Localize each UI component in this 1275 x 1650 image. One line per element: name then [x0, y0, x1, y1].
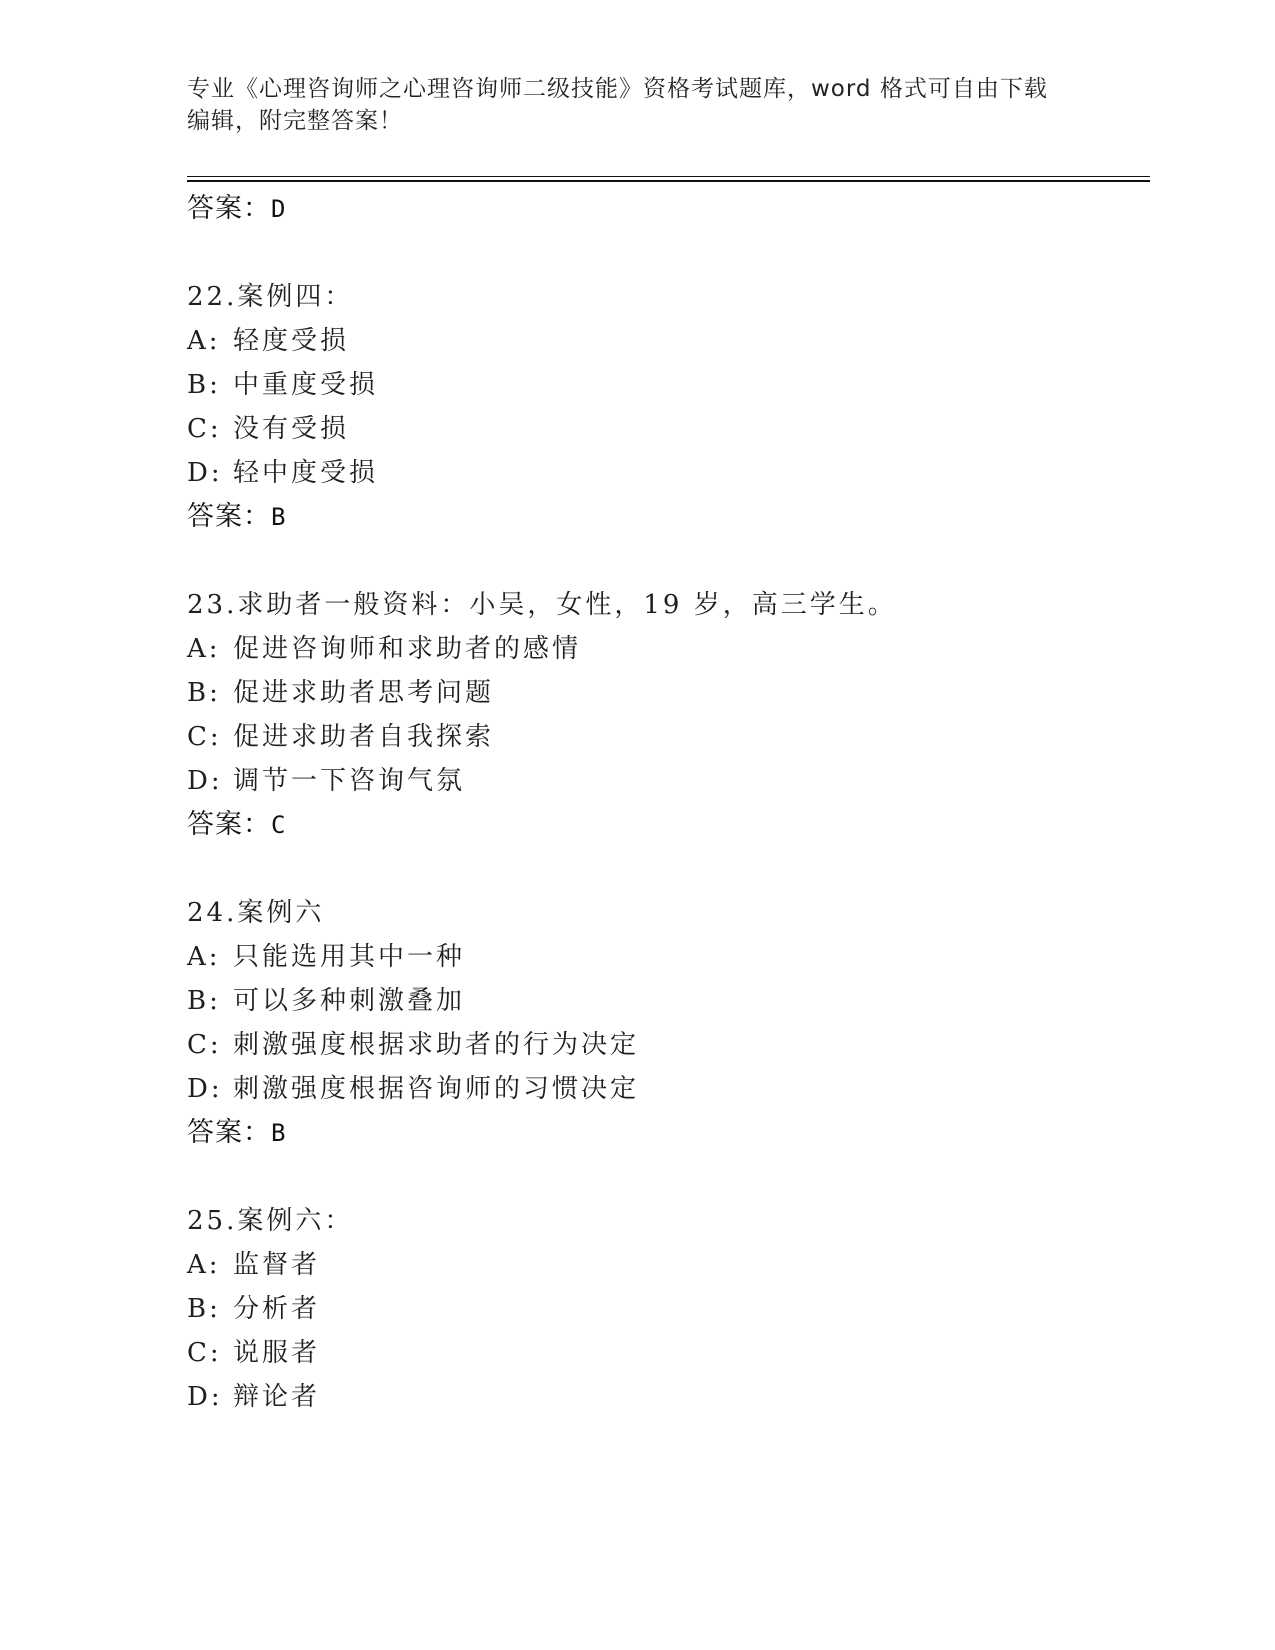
- document-header: [187, 73, 1067, 137]
- option-d: [187, 1072, 639, 1106]
- option-b: [187, 984, 465, 1018]
- header-line-2: 编辑，附完整答案！: [187, 108, 403, 134]
- option-d: [187, 1380, 320, 1414]
- answer-value: B: [271, 503, 287, 531]
- answer-value: B: [271, 1119, 287, 1147]
- option-letter: B:: [187, 986, 221, 1016]
- option-letter: C:: [187, 414, 222, 444]
- option-text: 调节一下咨询气氛: [233, 766, 466, 796]
- option-letter: A:: [187, 326, 221, 356]
- option-text: 分析者: [233, 1294, 321, 1324]
- option-letter: A:: [187, 634, 221, 664]
- option-a: [187, 1248, 320, 1282]
- option-text: 辩论者: [233, 1382, 321, 1412]
- option-text: 说服者: [233, 1338, 321, 1368]
- option-letter: C:: [187, 722, 222, 752]
- answer-value: C: [271, 811, 287, 839]
- question-stem: 25.案例六：: [187, 1206, 354, 1236]
- option-letter: B:: [187, 370, 221, 400]
- option-c: [187, 720, 494, 754]
- option-letter: A:: [187, 942, 221, 972]
- option-text: 轻度受损: [233, 326, 350, 356]
- option-text: 刺激强度根据求助者的行为决定: [233, 1030, 640, 1060]
- option-d: [187, 764, 465, 798]
- option-text: 促进求助者思考问题: [233, 678, 495, 708]
- question-stem: 23.求助者一般资料：小吴，女性，19 岁，高三学生。: [187, 590, 897, 620]
- option-a: [187, 632, 581, 666]
- option-c: [187, 1028, 639, 1062]
- option-letter: D:: [187, 458, 223, 488]
- option-text: 轻中度受损: [233, 458, 379, 488]
- option-letter: B:: [187, 678, 221, 708]
- answer-line: 答案：B: [187, 501, 287, 532]
- option-text: 促进咨询师和求助者的感情: [233, 634, 582, 664]
- answer-line: 答案：C: [187, 809, 287, 840]
- option-letter: C:: [187, 1030, 222, 1060]
- answer-line: 答案：D: [187, 193, 287, 224]
- option-letter: D:: [187, 1074, 223, 1104]
- option-d: [187, 456, 378, 490]
- answer-value: D: [271, 195, 287, 223]
- option-letter: B:: [187, 1294, 221, 1324]
- option-text: 促进求助者自我探索: [233, 722, 495, 752]
- option-text: 没有受损: [233, 414, 350, 444]
- answer-line: 答案：B: [187, 1117, 287, 1148]
- header-divider-thick: [187, 180, 1150, 182]
- header-line-1: 专业《心理咨询师之心理咨询师二级技能》资格考试题库，word 格式可自由下载: [187, 76, 1048, 102]
- option-text: 监督者: [233, 1250, 321, 1280]
- option-letter: A:: [187, 1250, 221, 1280]
- option-b: [187, 368, 378, 402]
- option-a: [187, 324, 349, 358]
- option-a: [187, 940, 465, 974]
- question-stem: 22.案例四：: [187, 282, 354, 312]
- option-c: [187, 412, 349, 446]
- option-letter: D:: [187, 766, 223, 796]
- option-b: [187, 676, 494, 710]
- option-text: 可以多种刺激叠加: [233, 986, 466, 1016]
- option-letter: C:: [187, 1338, 222, 1368]
- option-c: [187, 1336, 320, 1370]
- question-stem: 24.案例六: [187, 898, 325, 928]
- option-text: 中重度受损: [233, 370, 379, 400]
- option-letter: D:: [187, 1382, 223, 1412]
- option-b: [187, 1292, 320, 1326]
- option-text: 只能选用其中一种: [233, 942, 466, 972]
- option-text: 刺激强度根据咨询师的习惯决定: [233, 1074, 640, 1104]
- header-divider-thin: [187, 176, 1150, 177]
